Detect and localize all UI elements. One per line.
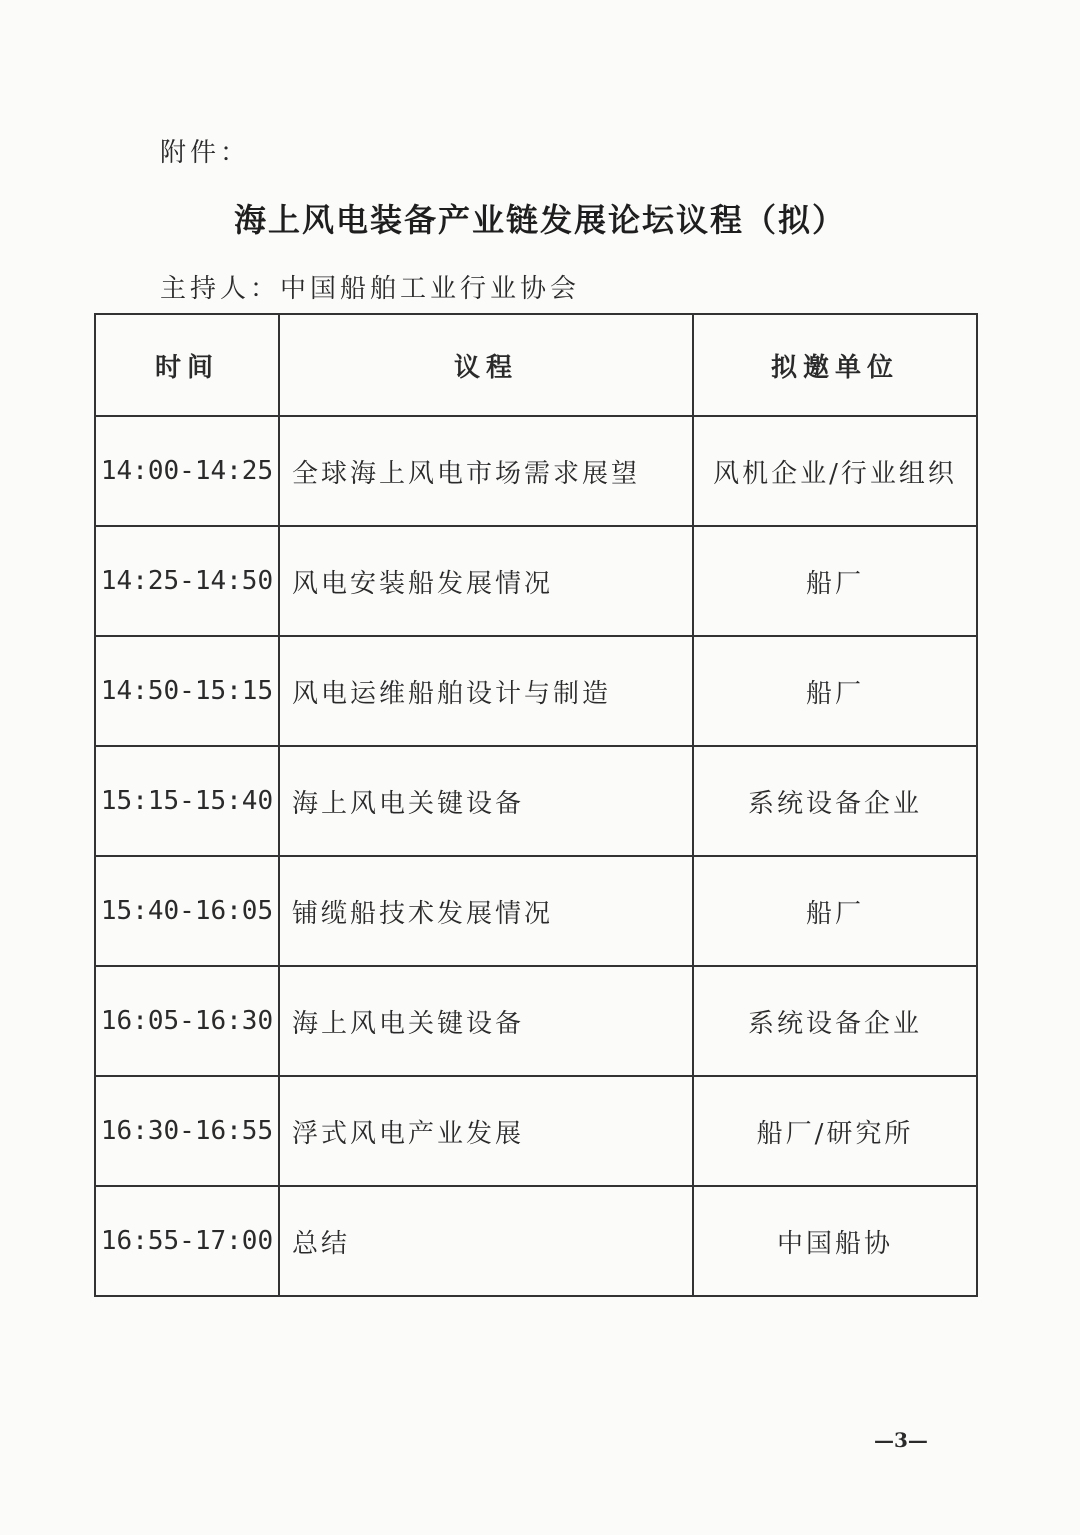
table-row (95, 746, 977, 856)
time-cell: 15:40-16:05 (95, 856, 279, 966)
agenda-cell: 风电运维船舶设计与制造 (279, 636, 693, 746)
page-number: —3— (874, 1428, 928, 1452)
document-title: 海上风电装备产业链发展论坛议程（拟） (233, 201, 846, 239)
agenda-cell: 全球海上风电市场需求展望 (279, 416, 693, 526)
time-cell: 15:15-15:40 (95, 746, 279, 856)
invited-cell: 船厂 (693, 526, 977, 636)
agenda-cell: 总结 (279, 1186, 693, 1296)
agenda-cell: 海上风电关键设备 (279, 966, 693, 1076)
header-time: 时间 (95, 314, 279, 416)
table-row (95, 636, 977, 746)
table-row (95, 526, 977, 636)
agenda-cell: 浮式风电产业发展 (279, 1076, 693, 1186)
invited-cell: 系统设备企业 (693, 746, 977, 856)
header-invited: 拟邀单位 (693, 314, 977, 416)
invited-cell: 中国船协 (693, 1186, 977, 1296)
attachment-label: 附件： (160, 138, 251, 168)
invited-cell: 风机企业/行业组织 (693, 416, 977, 526)
table-header-row (95, 314, 977, 416)
table-row (95, 1076, 977, 1186)
agenda-cell: 风电安装船发展情况 (279, 526, 693, 636)
header-agenda: 议程 (279, 314, 693, 416)
invited-cell: 船厂 (693, 636, 977, 746)
time-cell: 16:05-16:30 (95, 966, 279, 1076)
time-cell: 14:25-14:50 (95, 526, 279, 636)
agenda-table (94, 313, 978, 1297)
time-cell: 16:30-16:55 (95, 1076, 279, 1186)
invited-cell: 船厂/研究所 (693, 1076, 977, 1186)
agenda-cell: 海上风电关键设备 (279, 746, 693, 856)
agenda-cell: 铺缆船技术发展情况 (279, 856, 693, 966)
table-row (95, 966, 977, 1076)
time-cell: 16:55-17:00 (95, 1186, 279, 1296)
time-cell: 14:50-15:15 (95, 636, 279, 746)
host-line: 主持人：中国船舶工业行业协会 (160, 274, 581, 304)
time-cell: 14:00-14:25 (95, 416, 279, 526)
table-row (95, 1186, 977, 1296)
table-row (95, 416, 977, 526)
table-row (95, 856, 977, 966)
invited-cell: 系统设备企业 (693, 966, 977, 1076)
invited-cell: 船厂 (693, 856, 977, 966)
